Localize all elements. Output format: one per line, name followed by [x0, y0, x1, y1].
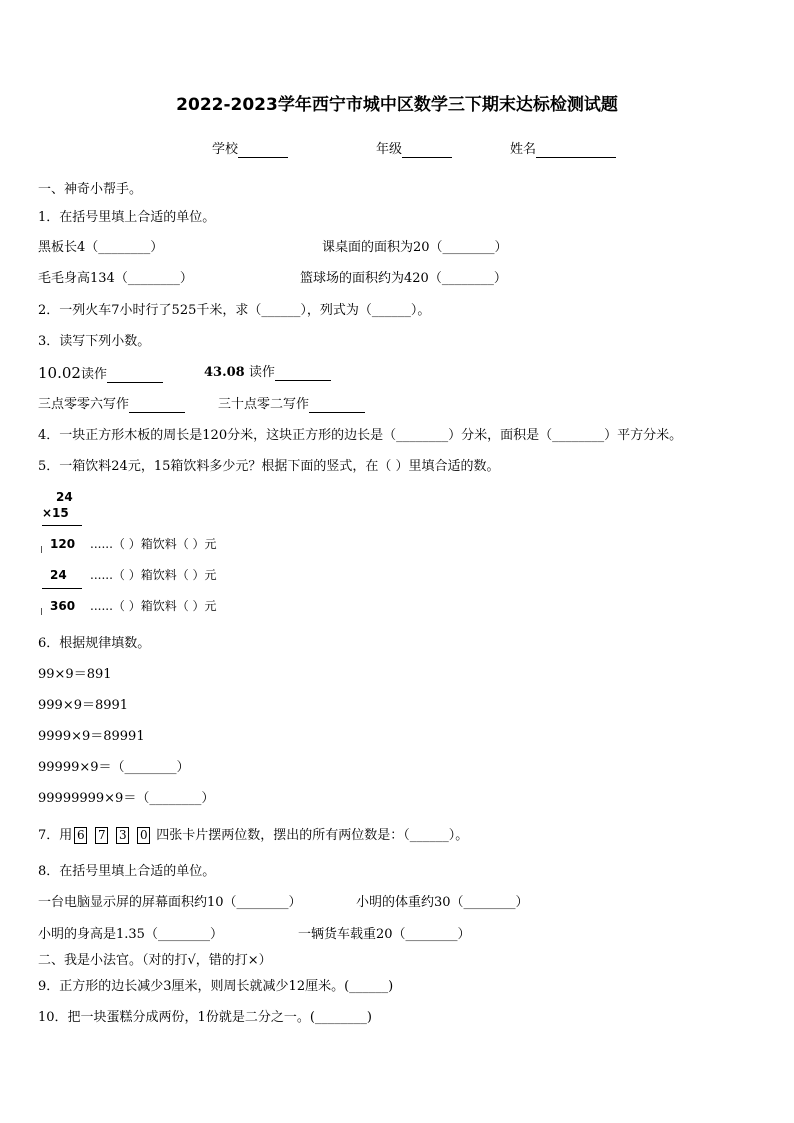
grade-blank[interactable]	[402, 144, 452, 158]
q9-text: 9．正方形的边长减少3厘米，则周长就减少12厘米。(______)	[38, 979, 394, 994]
q3-item-b: 43.08 读作	[204, 365, 331, 381]
q5-row-1-text: ......（ ）箱饮料（ ）元	[90, 537, 217, 551]
q8-item-b: 小明的体重约30（________）	[356, 895, 529, 910]
q5-row-3-num: 360	[50, 599, 76, 613]
name-blank[interactable]	[536, 144, 616, 158]
q1-stem: 1．在括号里填上合适的单位。	[38, 210, 216, 225]
card-7: 7	[95, 827, 108, 844]
q8-item-c: 小明的身高是1.35（________）	[38, 927, 223, 942]
section-2-heading: 二、我是小法官。（对的打√，错的打×）	[38, 953, 272, 968]
q1-item-a: 黑板长4（________）	[38, 240, 164, 255]
q8-stem: 8．在括号里填上合适的单位。	[38, 864, 216, 879]
q4-text: 4．一块正方形木板的周长是120分米，这块正方形的边长是（________）分米，面积是（________）平方分米。	[38, 428, 683, 443]
q6-line-2: 999×9＝8991	[38, 698, 129, 713]
q3-item-a: 10.02读作	[38, 365, 163, 383]
q6-line-1: 99×9＝891	[38, 667, 112, 682]
q3-item-c: 三点零零六写作	[38, 397, 185, 413]
q8-item-a: 一台电脑显示屏的屏幕面积约10（________）	[38, 895, 302, 910]
q3-item-d: 三十点零二写作	[218, 397, 365, 413]
q1-item-d: 篮球场的面积约为420（________）	[300, 271, 507, 286]
q6-line-4: 99999×9＝（________）	[38, 760, 190, 775]
q5-row-3-text: ......（ ）箱饮料（ ）元	[90, 599, 217, 613]
q8-item-d: 一辆货车载重20（________）	[298, 927, 471, 942]
card-6: 6	[74, 827, 87, 844]
grade-field: 年级	[376, 142, 452, 158]
q5-stem: 5．一箱饮料24元，15箱饮料多少元？根据下面的竖式，在（ ）里填合适的数。	[38, 459, 500, 474]
q1-item-b: 课桌面的面积为20（________）	[322, 240, 508, 255]
q1-item-c: 毛毛身高134（________）	[38, 271, 193, 286]
q5-mark-1	[41, 546, 42, 553]
q3-b-blank[interactable]	[275, 367, 331, 381]
q6-stem: 6．根据规律填数。	[38, 636, 151, 651]
school-blank[interactable]	[238, 144, 288, 158]
q10-text: 10．把一块蛋糕分成两份，1份就是二分之一。(________)	[38, 1010, 372, 1025]
q6-line-5: 99999999×9＝（________）	[38, 791, 215, 806]
q7-text: 7．用 6 7 3 0 四张卡片摆两位数，摆出的所有两位数是：（______）。	[38, 828, 469, 843]
section-1-heading: 一、神奇小帮手。	[38, 182, 143, 197]
q6-line-3: 9999×9＝89991	[38, 729, 145, 744]
q5-rule-top	[42, 525, 82, 526]
q2-text: 2．一列火车7小时行了525千米，求（______），列式为（______）。	[38, 303, 431, 318]
q5-row-2-text: ......（ ）箱饮料（ ）元	[90, 568, 217, 582]
q5-multiplier: ×15	[42, 506, 69, 520]
name-field: 姓名	[510, 142, 616, 158]
q3-c-blank[interactable]	[129, 399, 185, 413]
page-title: 2022-2023学年西宁市城中区数学三下期末达标检测试题	[176, 95, 618, 115]
q5-rule-bottom	[42, 588, 82, 589]
school-field: 学校	[212, 142, 288, 158]
q5-mark-2	[41, 608, 42, 615]
q3-stem: 3．读写下列小数。	[38, 334, 151, 349]
q3-a-blank[interactable]	[107, 369, 163, 383]
card-0: 0	[137, 827, 150, 844]
card-3: 3	[116, 827, 129, 844]
q5-row-2-num: 24	[50, 568, 67, 582]
q5-row-1-num: 120	[50, 537, 76, 551]
q5-multiplicand: 24	[56, 490, 73, 504]
q3-d-blank[interactable]	[309, 399, 365, 413]
